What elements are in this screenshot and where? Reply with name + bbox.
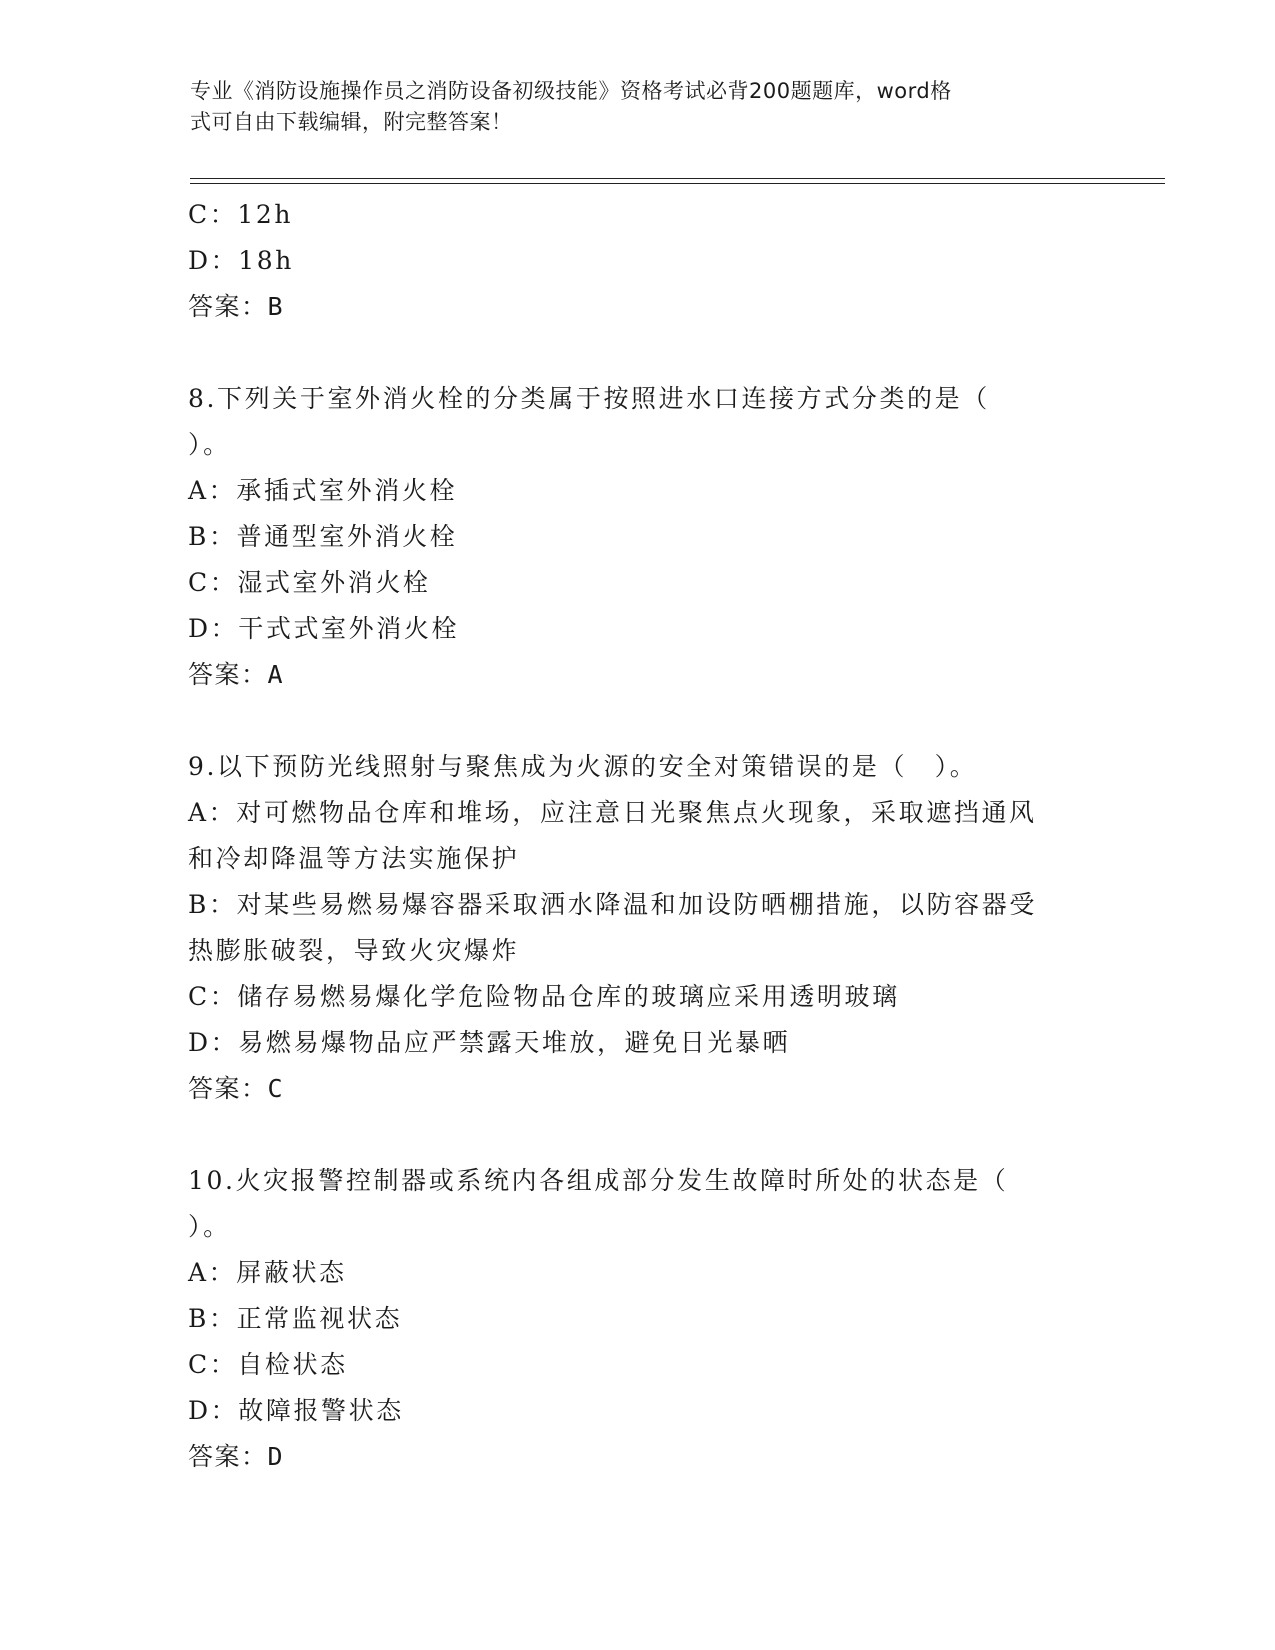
option-d: D：故障报警状态 [188,1396,404,1425]
option-a: A：对可燃物品仓库和堆场，应注意日光聚焦点火现象，采取遮挡通风 [188,798,1037,827]
spacer [188,698,1088,744]
answer-line [188,652,1088,698]
option-a: A：屏蔽状态 [188,1258,347,1287]
answer-label: 答案： [188,660,268,689]
answer-key: A [267,660,285,689]
question-title-cont: ）。 [188,430,231,459]
question-7-tail [188,192,1088,330]
question-list [188,192,1088,1480]
header-line-1: 专业《消防设施操作员之消防设备初级技能》资格考试必背200题题库，word格 [190,79,952,103]
question-8 [188,376,1088,698]
question-10 [188,1158,1088,1480]
option-a: A：承插式室外消火栓 [188,476,458,505]
option-b: B：普通型室外消火栓 [188,522,458,551]
answer-key: D [267,1442,285,1471]
option-c: C：自检状态 [188,1350,348,1379]
option-b: B：对某些易燃易爆容器采取洒水降温和加设防晒棚措施，以防容器受 [188,890,1037,919]
option-c: C：12h [188,200,294,229]
option-d: D：18h [188,246,294,275]
option-b-cont: 热膨胀破裂，导致火灾爆炸 [188,936,520,965]
answer-key: B [267,292,285,321]
option-b: B：正常监视状态 [188,1304,403,1333]
option-a-cont: 和冷却降温等方法实施保护 [188,844,520,873]
option-d: D：干式式室外消火栓 [188,614,460,643]
question-9 [188,744,1088,1112]
question-title: 9.以下预防光线照射与聚焦成为火源的安全对策错误的是（ ）。 [188,752,978,781]
answer-label: 答案： [188,1074,268,1103]
question-title: 10.火灾报警控制器或系统内各组成部分发生故障时所处的状态是（ [188,1166,1009,1195]
answer-label: 答案： [188,292,268,321]
header-line-2: 式可自由下载编辑，附完整答案！ [190,110,513,134]
answer-line [188,1066,1088,1112]
document-header [190,76,1090,138]
question-title: 8.下列关于室外消火栓的分类属于按照进水口连接方式分类的是（ [188,384,990,413]
answer-line [188,1434,1088,1480]
header-divider-bottom [190,183,1165,184]
question-title-cont: ）。 [188,1212,231,1241]
header-divider-top [190,178,1165,179]
option-d: D：易燃易爆物品应严禁露天堆放，避免日光暴晒 [188,1028,791,1057]
answer-key: C [267,1074,285,1103]
option-c: C：湿式室外消火栓 [188,568,431,597]
answer-line [188,284,1088,330]
option-c: C：储存易燃易爆化学危险物品仓库的玻璃应采用透明玻璃 [188,982,900,1011]
answer-label: 答案： [188,1442,268,1471]
spacer [188,330,1088,376]
spacer [188,1112,1088,1158]
